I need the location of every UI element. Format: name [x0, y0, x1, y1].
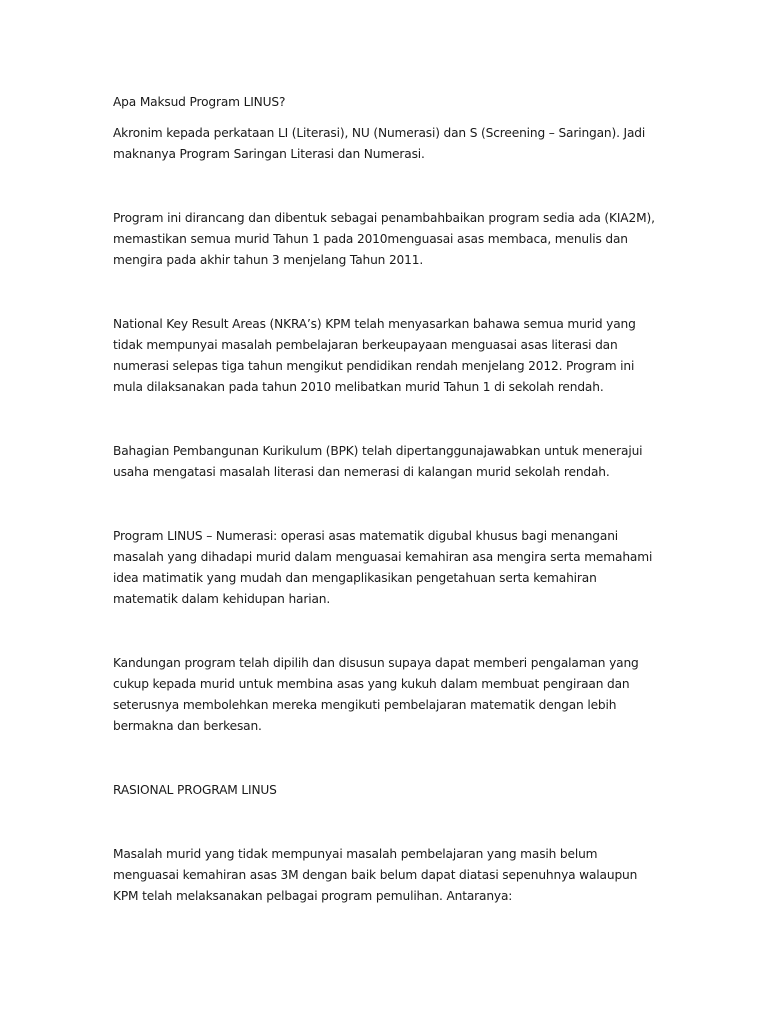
paragraph-nkra: National Key Result Areas (NKRA’s) KPM telah menyasarkan bahawa semua murid yang tidak mempunyai masalah pembelajaran berkeupayaan menguasai asas literasi dan numerasi selepas tiga tahun mengikut pendidikan rendah menjelang 2012. Program ini mula dilaksanakan pada tahun 2010 melibatkan murid Tahun 1 di sekolah rendah.	[113, 317, 636, 394]
paragraph-numerasi: Program LINUS – Numerasi: operasi asas matematik digubal khusus bagi menangani masalah yang dihadapi murid dalam menguasai kemahiran asa mengira serta memahami idea matimatik yang mudah dan mengaplikasikan pengetahuan serta kemahiran matematik dalam kehidupan harian.	[113, 529, 653, 606]
paragraph-bpk: Bahagian Pembangunan Kurikulum (BPK) telah dipertanggunajawabkan untuk menerajui usaha mengatasi masalah literasi dan nemerasi di kalangan murid sekolah rendah.	[113, 444, 643, 479]
paragraph-acronym: Akronim kepada perkataan LI (Literasi), NU (Numerasi) dan S (Screening – Saringan). Jadi maknanya Program Saringan Literasi dan Numerasi.	[113, 126, 646, 161]
paragraph-kandungan: Kandungan program telah dipilih dan disusun supaya dapat memberi pengalaman yang cukup kepada murid untuk membina asas yang kukuh dalam membuat pengiraan dan seterusnya membolehkan mereka mengikuti pembelajaran matematik dengan lebih bermakna dan berkesan.	[113, 656, 639, 733]
section-heading-rasional: RASIONAL PROGRAM LINUS	[113, 783, 277, 797]
document-body	[113, 92, 658, 907]
paragraph-program-design: Program ini dirancang dan dibentuk sebagai penambahbaikan program sedia ada (KIA2M), memastikan semua murid Tahun 1 pada 2010menguasai asas membaca, menulis dan mengira pada akhir tahun 3 menjelang Tahun 2011.	[113, 211, 655, 267]
paragraph-masalah: Masalah murid yang tidak mempunyai masalah pembelajaran yang masih belum menguasai kemahiran asas 3M dengan baik belum dapat diatasi sepenuhnya walaupun KPM telah melaksanakan pelbagai program pemulihan. Antaranya:	[113, 847, 638, 903]
question-heading: Apa Maksud Program LINUS?	[113, 95, 286, 109]
